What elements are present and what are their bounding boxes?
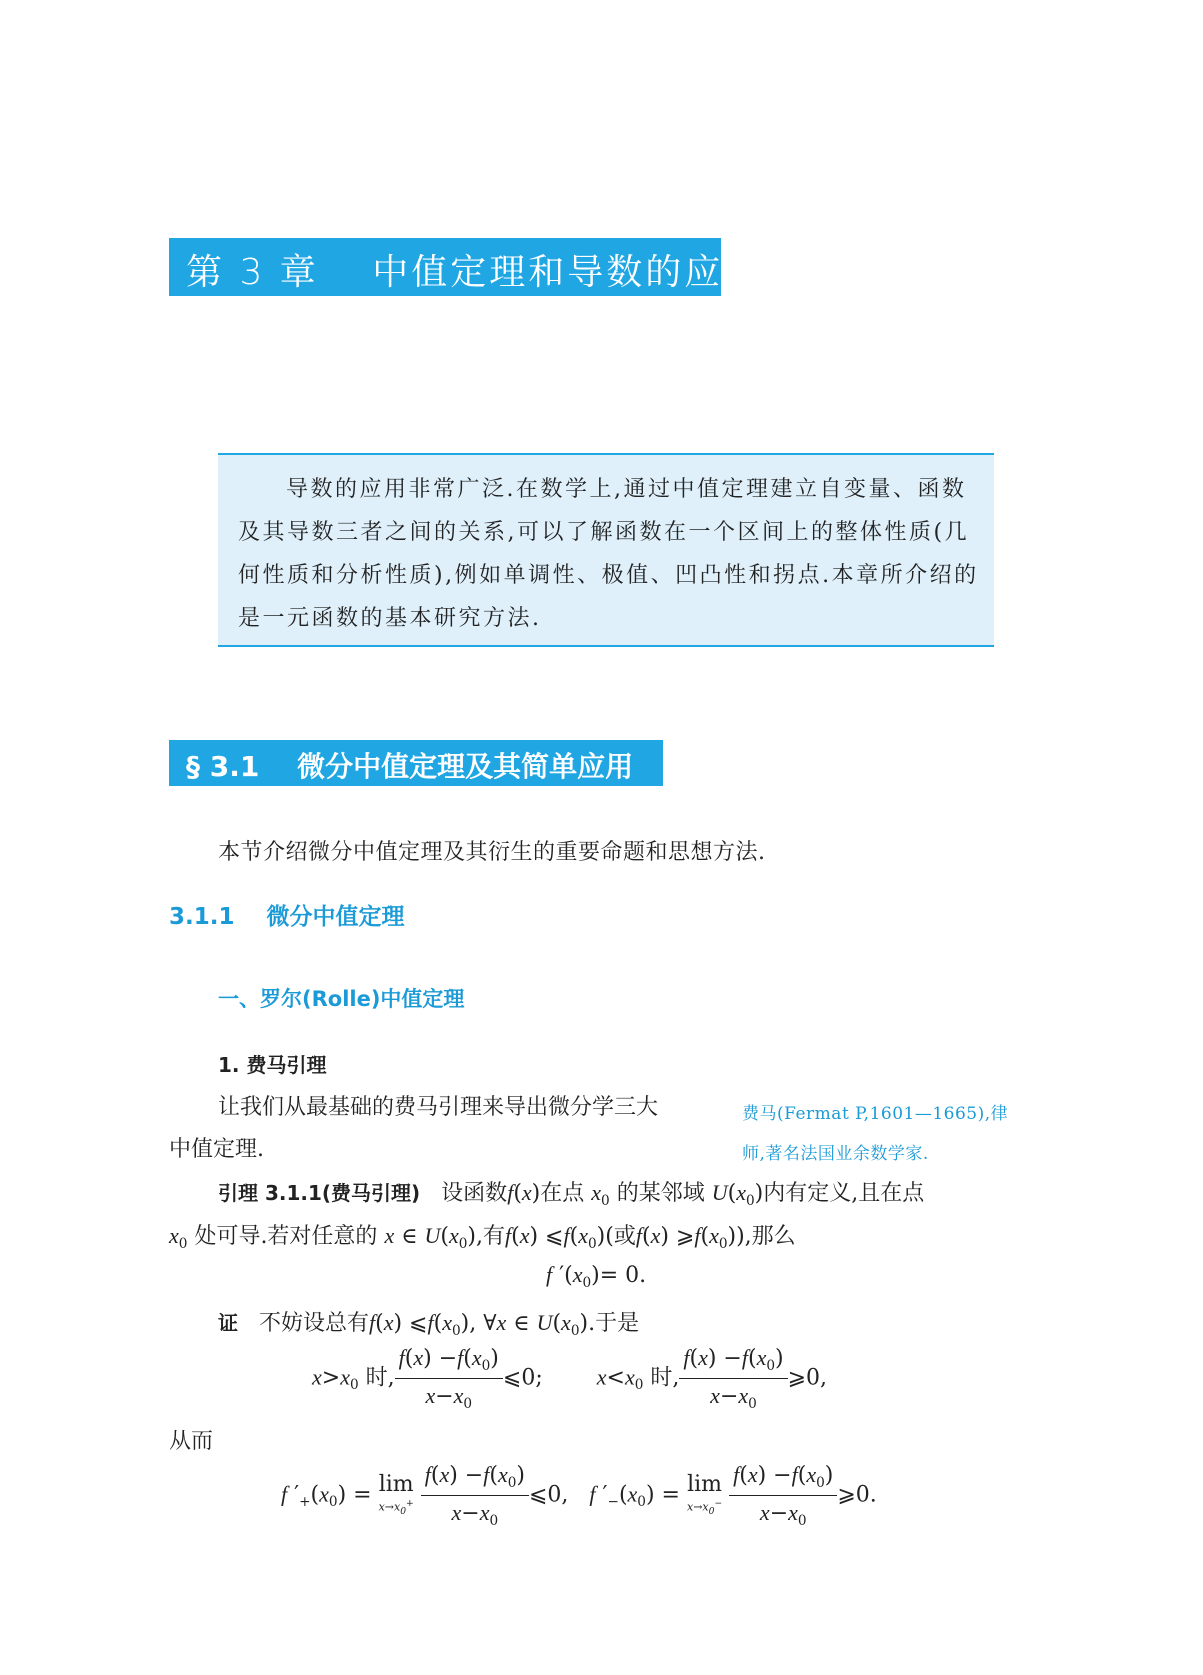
proof-text-2: .于是 [588,1311,640,1336]
one-sided-limits: f $'_+(x_0)$ = lim $x\to x_0^+$ $\frac{f(x) -f(x_0)}{x-x_0}$ ⩽0, f $'_-(x_0)$ = lim $x\to x_0^-$ $\frac{f(x) -f(x_0)}{x-x_0}$ ⩾0. [281,1462,877,1529]
body-line-2: 中值定理. [169,1137,264,1162]
lemma-line2-text-1: 处可导.若对任意的 [194,1224,378,1249]
lemma-line2-text-3: (或 [605,1224,636,1249]
margin-note [742,1094,1008,1174]
part-heading: 一、罗尔(Rolle)中值定理 [218,987,465,1011]
subsection-heading [169,898,405,931]
lemma-text-2: 在点 [540,1181,585,1206]
item-title: 费马引理 [246,1053,327,1077]
subsection-number: 3.1.1 [169,904,235,930]
lemma-label: 引理 3.1.1(费马引理) [218,1181,421,1205]
chapter-intro-text: 导数的应用非常广泛.在数学上,通过中值定理建立自变量、函数及其导数三者之间的关系,可以了解函数在一个区间上的整体性质(几何性质和分析性质),例如单调性、极值、凹凸性和拐点.本章所介绍的是一元函数的基本研究方法. [238,477,979,631]
subsection-title: 微分中值定理 [266,904,405,930]
lemma-equation: f $'(x_0)= 0$. [546,1262,647,1291]
section-intro: 本节介绍微分中值定理及其衍生的重要命题和思想方法. [218,840,766,865]
when-text-2: 时, [650,1365,680,1391]
proof-line: 证 不妨设总有f(x) $⩽f(x_0)$, ∀x ∈ $U(x_0)$.于是 [218,1310,640,1339]
item-number: 1. [218,1053,240,1077]
margin-note-line-1: 费马(Fermat P,1601—1665),律 [742,1104,1009,1124]
proof-label: 证 [218,1311,238,1335]
proof-inequalities: $x>x_0$ 时, $\frac{f(x) -f(x_0)}{x-x_0}$ ⩽0; $x<x_0$ 时, $\frac{f(x) -f(x_0)}{x-x_0}$ ⩾0, [312,1345,828,1412]
when-text-1: 时, [365,1365,395,1391]
proof-text-1: 不妨设总有 [258,1311,369,1336]
lemma-text-4: 内有定义,且在点 [763,1181,925,1206]
margin-note-line-2: 师,著名法国业余数学家. [742,1144,929,1164]
lemma-line2-text-2: ,有 [476,1224,505,1249]
chapter-title: 第 3 章 中值定理和导数的应用 [186,252,763,293]
lemma-text-3: 的某邻域 [616,1181,705,1206]
body-line-1: 让我们从最基础的费马引理来导出微分学三大 [218,1095,659,1120]
section-title: § 3.1 微分中值定理及其简单应用 [186,750,634,783]
lemma-line-1: 引理 3.1.1(费马引理) 设函数f(x)在点 $x_0$ 的某邻域 $U(x_0)$内有定义,且在点 [218,1180,925,1209]
lemma-text-1: 设函数 [441,1181,508,1206]
lemma-line-2: $x_0$ 处可导.若对任意的 x ∈ $U(x_0)$,有f(x) $⩽f(x_0)$(或f(x) $⩾f(x_0)$),那么 [169,1223,796,1252]
item-heading [218,1049,326,1078]
thus-text: 从而 [169,1429,214,1454]
lemma-line2-text-4: ),那么 [736,1224,796,1249]
